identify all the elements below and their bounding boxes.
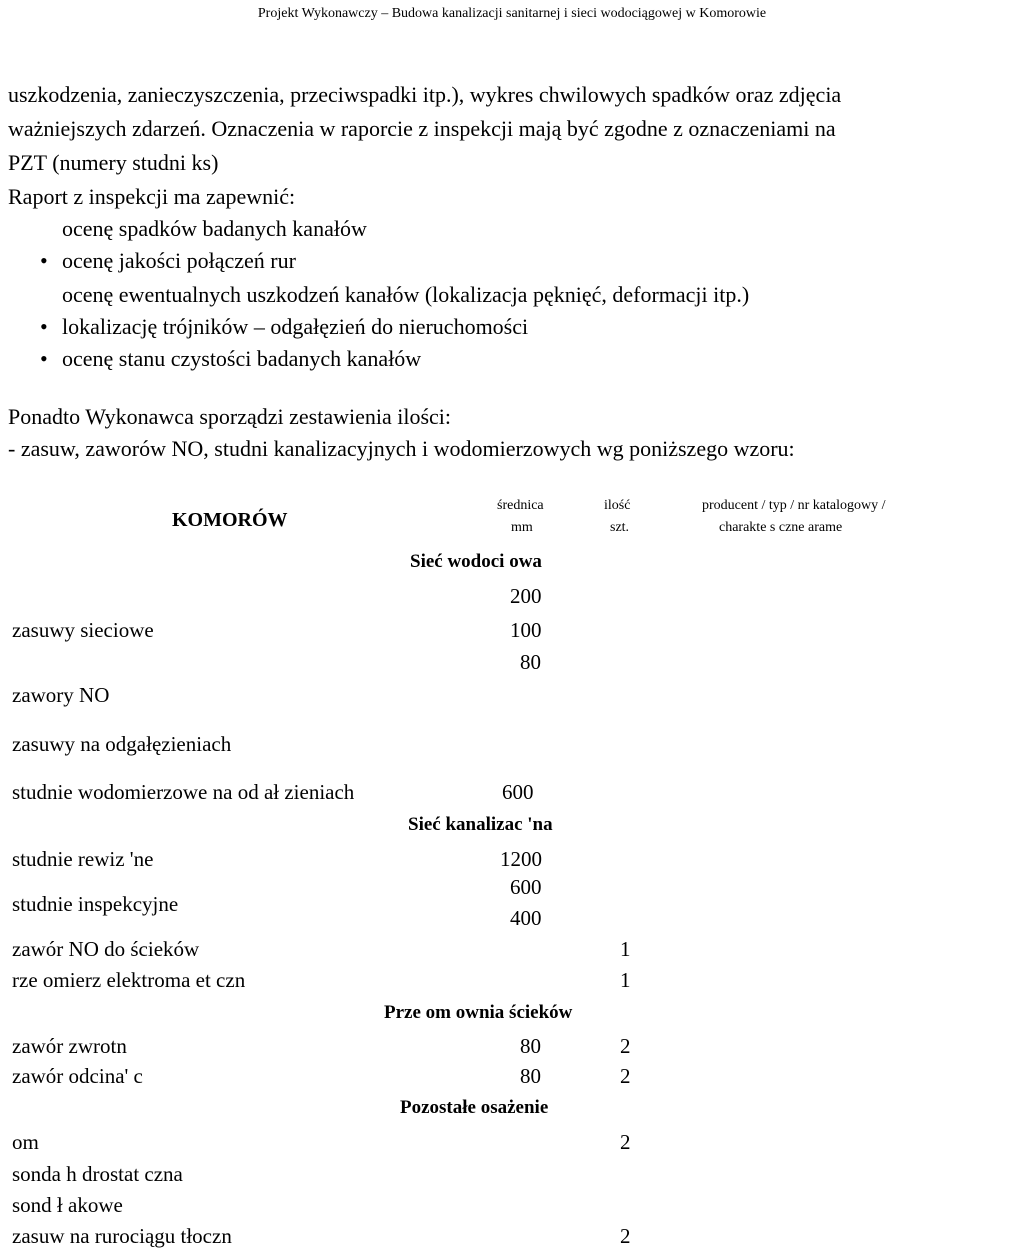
row-label: zawór zwrotn [12, 1034, 127, 1058]
diameter-value: 80 [520, 650, 541, 674]
header-srednica-unit: mm [511, 520, 533, 535]
row-label: zasuw na rurociągu tłoczn [12, 1224, 232, 1248]
header-producent-2: charakte s czne arame [719, 520, 843, 535]
row-label: zasuwy sieciowe [12, 618, 154, 642]
section-siec-kanalizacyjna: Sieć kanalizac 'na [408, 814, 553, 835]
diameter-value: 400 [510, 906, 542, 930]
list-item: ocenę jakości połączeń rur [62, 248, 296, 273]
bullet-icon: • [40, 248, 48, 273]
header-producent: producent / typ / nr katalogowy / [702, 498, 886, 513]
row-label: studnie wodomierzowe na od ał zieniach [12, 780, 355, 804]
quantity-value: 2 [620, 1034, 631, 1058]
row-label: studnie rewiz 'ne [12, 847, 154, 871]
table-title: KOMORÓW [172, 509, 288, 531]
section-siec-wodociagowa: Sieć wodoci owa [410, 551, 542, 572]
paragraph-line: uszkodzenia, zanieczyszczenia, przeciwspadki itp.), wykres chwilowych spadków oraz zdjęcia [8, 82, 842, 107]
section-pozostale-wyposazenie: Pozostałe osażenie [400, 1097, 549, 1118]
row-label: studnie inspekcyjne [12, 892, 179, 916]
section-przepompownia: Prze om ownia ścieków [384, 1002, 573, 1023]
quantity-value: 1 [620, 937, 631, 961]
quantity-value: 1 [620, 968, 631, 992]
diameter-value: 80 [520, 1034, 541, 1058]
diameter-value: 200 [510, 584, 542, 608]
bullet-icon: • [40, 314, 48, 339]
paragraph-line: Raport z inspekcji ma zapewnić: [8, 184, 296, 209]
row-label: sonda h drostat czna [12, 1162, 183, 1186]
page-header: Projekt Wykonawczy – Budowa kanalizacji sanitarnej i sieci wodociągowej w Komorowie [257, 6, 767, 21]
paragraph-line: Ponadto Wykonawca sporządzi zestawienia ilości: [8, 404, 452, 429]
row-label: sond ł akowe [12, 1193, 123, 1217]
list-item: ocenę stanu czystości badanych kanałów [62, 346, 422, 371]
diameter-value: 100 [510, 618, 542, 642]
list-item: ocenę ewentualnych uszkodzeń kanałów (lokalizacja pęknięć, deformacji itp.) [62, 282, 750, 307]
paragraph-line: ważniejszych zdarzeń. Oznaczenia w raporcie z inspekcji mają być zgodne z oznaczeniami na [8, 116, 836, 141]
list-item: lokalizację trójników – odgałęzień do nieruchomości [62, 314, 529, 339]
row-label: om [12, 1130, 39, 1154]
diameter-value: 1200 [500, 847, 542, 871]
quantity-value: 2 [620, 1130, 631, 1154]
quantity-value: 2 [620, 1224, 631, 1248]
paragraph-line: PZT (numery studni ks) [8, 150, 219, 175]
header-ilosc-unit: szt. [610, 520, 630, 535]
row-label: zawór NO do ścieków [12, 937, 200, 961]
row-label: zawór odcina' c [12, 1064, 143, 1088]
header-srednica: średnica [497, 498, 544, 513]
row-label: zasuwy na odgałęzieniach [12, 732, 232, 756]
row-label: zawory NO [12, 683, 110, 707]
paragraph-line: - zasuw, zaworów NO, studni kanalizacyjnych i wodomierzowych wg poniższego wzoru: [8, 436, 795, 461]
bullet-icon: • [40, 346, 48, 371]
diameter-value: 600 [502, 780, 534, 804]
header-ilosc: ilość [604, 498, 631, 513]
diameter-value: 80 [520, 1064, 541, 1088]
quantity-value: 2 [620, 1064, 631, 1088]
row-label: rze omierz elektroma et czn [12, 968, 246, 992]
diameter-value: 600 [510, 875, 542, 899]
list-item: ocenę spadków badanych kanałów [62, 216, 367, 241]
